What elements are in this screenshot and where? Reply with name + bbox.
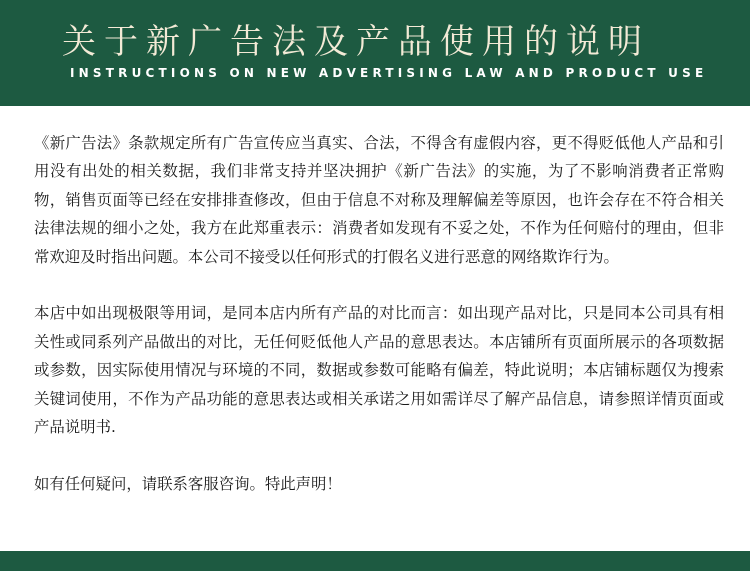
paragraph-advertising-law: 《新广告法》条款规定所有广告宣传应当真实、合法，不得含有虚假内容，更不得贬低他人产品和引用没有出处的相关数据，我们非常支持并坚决拥护《新广告法》的实施，为了不影响消费者正常购物，销售页面等已经在安排排查修改，但由于信息不对称及理解偏差等原因，也许会存在不符合相关法律法规的细小之处，我方在此郑重表示：消费者如发现有不妥之处，不作为任何赔付的理由，但非常欢迎及时指出问题。本公司不接受以任何形式的打假名义进行恶意的网络欺诈行为。 [34, 134, 724, 266]
paragraph-contact: 如有任何疑问，请联系客服咨询。特此声明！ [34, 474, 342, 493]
statement-body [34, 129, 724, 498]
page-title: 关于新广告法及产品使用的说明 [62, 22, 650, 62]
paragraph-product-comparison: 本店中如出现极限等用词，是同本店内所有产品的对比而言：如出现产品对比，只是同本公司具有相关性或同系列产品做出的对比，无任何贬低他人产品的意思表达。本店铺所有页面所展示的各项数据或参数，因实际使用情况与环境的不同，数据或参数可能略有偏差，特此说明；本店铺标题仅为搜索关键词使用，不作为产品功能的意思表达或相关承诺之用如需详尽了解产品信息，请参照详情页面或产品说明书. [34, 304, 724, 437]
footer-bar [0, 551, 750, 571]
header-banner [0, 0, 750, 106]
page-subtitle: INSTRUCTIONS ON NEW ADVERTISING LAW AND PRODUCT USE [70, 66, 708, 80]
